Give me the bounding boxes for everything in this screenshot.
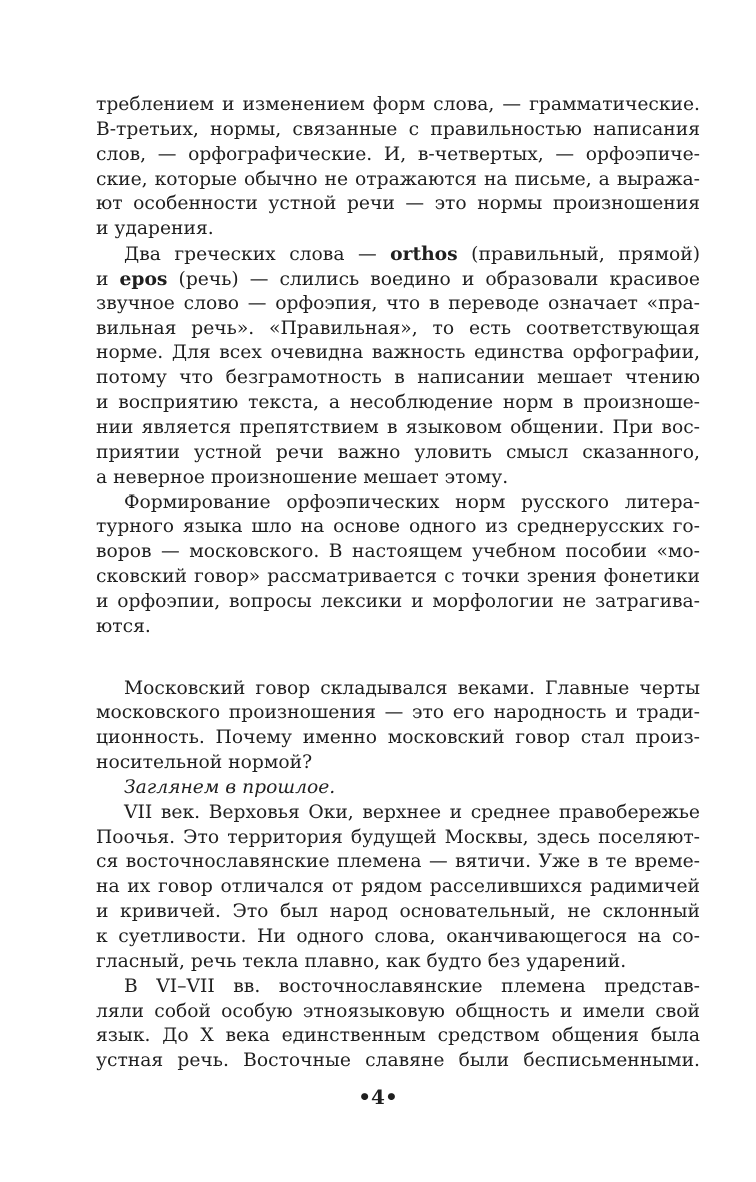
text-line: ционность. Почему именно московский говор стал произ- [96,727,700,749]
text-line: звучное слово — орфоэпия, что в переводе означает «пра- [96,292,700,314]
text-line: турного языка шло на основе одного из среднерусских го- [96,516,700,538]
text-line: ются. [96,615,151,637]
text-line: ляли собой особую этноязыковую общность и имели свой [96,1000,700,1022]
text-line: устная речь. Восточные славяне были бесписьменными. [96,1050,700,1072]
text-line: В-третьих, нормы, связанные с правильностью написания [96,118,700,140]
text-line: слов, — орфографические. И, в-четвертых, — орфоэпиче- [96,143,700,165]
text-line: Поочья. Это территория будущей Москвы, здесь поселяют- [96,826,700,848]
text-line: В VI–VII вв. восточнославянские племена представ- [124,975,700,997]
text-line: ские, которые обычно не отражаются на письме, а выража- [96,168,700,190]
text-line: вильная речь». «Правильная», то есть соответствующая [96,317,700,339]
text-line: и орфоэпии, вопросы лексики и морфологии не затрагива- [96,590,700,612]
greek-term-orthos: orthos [390,243,458,266]
text-line: носительной нормой? [96,752,313,774]
text-line: Московский говор складывался веками. Главные черты [124,677,700,699]
text-line: ют особенности устной речи — это нормы произношения [96,193,700,215]
text-line: ся восточнославянские племена — вятичи. Уже в те време- [96,851,700,873]
text-line: и восприятию текста, а несоблюдение норм в произноше- [96,392,700,414]
text-line: Формирование орфоэпических норм русского литера- [124,491,700,513]
greek-term-epos: epos [119,267,168,290]
text-line [96,267,700,292]
text-line: язык. До X века единственным средством общения была [96,1025,700,1047]
text-run: и [96,268,120,290]
text-line: на их говор отличался от рядом расселившихся радимичей [96,876,700,898]
text-run: (правильный, прямой) [457,244,701,266]
text-line: норме. Для всех очевидна важность единства орфографии, [96,342,700,364]
text-line: сковский говор» рассматривается с точки зрения фонетики [96,566,700,588]
text-line: VII век. Верховья Оки, верхнее и среднее правобережье [124,801,700,823]
text-line: и ударения. [96,218,214,240]
text-line: а неверное произношение мешает этому. [96,466,509,488]
text-line: нии является препятствием в языковом общении. При вос- [96,416,700,438]
text-line: московского произношения — это его народность и тради- [96,702,700,724]
text-line [96,242,700,267]
text-line: гласный, речь текла плавно, как будто без ударений. [96,950,627,972]
text-line: воров — московского. В настоящем учебном пособии «мо- [96,541,700,563]
text-line: треблением и изменением форм слова, — грамматические. [96,94,700,115]
page-number: •4• [358,1085,398,1109]
section-spacer [96,640,700,677]
text-line: приятии устной речи важно уловить смысл сказанного, [96,441,700,463]
text-run: Два греческих слова — [124,244,391,266]
text-line: и кривичей. Это был народ основательный, не склонный [96,901,700,923]
text-line: потому что безграмотность в написании мешает чтению [96,367,700,389]
body-text [96,93,700,1074]
text-line: к суетливости. Ни одного слова, оканчивающегося на со- [96,926,700,947]
text-run: (речь) — слились воедино и образовали красивое [167,268,700,290]
italic-line: Заглянем в прошлое. [124,776,336,798]
